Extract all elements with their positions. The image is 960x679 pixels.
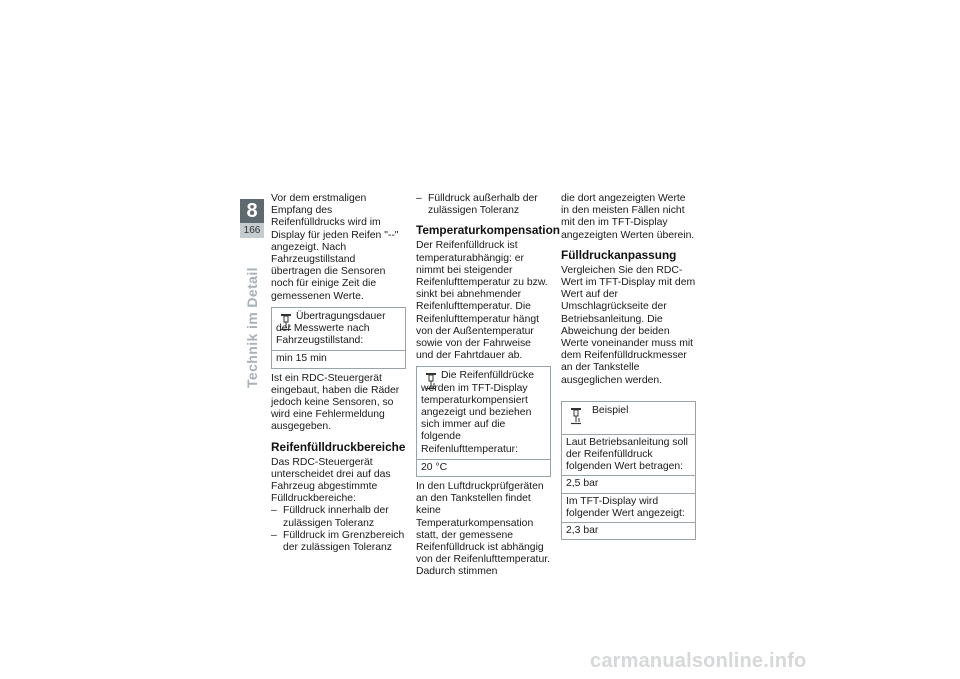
paragraph: Ist ein RDC-Steuergerät eingebaut, haben die Räder jedoch keine Sensoren, so wird eine Fehlermeldung ausgegeben. xyxy=(271,372,400,433)
section-heading-temperature-compensation: Temperaturkompensation xyxy=(416,223,560,238)
chapter-side-title: Technik im Detail xyxy=(244,267,260,388)
column-3 xyxy=(561,193,696,544)
info-box-header xyxy=(562,402,695,434)
list-item: – Fülldruck außerhalb der zulässigen Toleranz xyxy=(416,193,551,217)
column-1 xyxy=(271,193,406,554)
paragraph: Der Reifenfülldruck ist temperaturabhängig: er nimmt bei steigender Reifenlufttemperatur zu bzw. sinkt bei abnehmender Reifenlufttemperatur. Die Reifenlufttemperatur hängt von der Außentemperatur sowie von der Fahrweise und der Fahrtdauer ab. xyxy=(416,240,548,362)
section-heading-pressure-adjustment: Fülldruckanpassung xyxy=(561,247,677,262)
info-box-row: 2,5 bar xyxy=(562,475,695,492)
column-2 xyxy=(416,193,560,579)
info-box-header xyxy=(272,308,405,351)
info-box-example xyxy=(561,401,696,540)
chapter-number: 8 xyxy=(240,199,264,223)
list-item: – Fülldruck im Grenzbereich der zulässigen Toleranz xyxy=(271,530,406,554)
info-box-temperature xyxy=(416,366,551,477)
intro-paragraph: Vor dem erstmaligen Empfang des Reifenfülldrucks wird im Display für jeden Reifen "--" angezeigt. Nach Fahrzeugstillstand übertragen die Sensoren noch für einige Zeit die gemessenen Werte. xyxy=(271,193,399,302)
info-box-value: min 15 min xyxy=(272,350,405,367)
info-box-transmission xyxy=(271,307,406,369)
info-box-row: Im TFT-Display wird folgender Wert angezeigt: xyxy=(562,493,695,522)
info-box-title: Beispiel xyxy=(592,404,629,416)
paragraph: die dort angezeigten Werte in den meisten Fällen nicht mit den im TFT-Display angezeigten Werten überein. xyxy=(561,193,695,241)
paragraph: Das RDC-Steuergerät unterscheidet drei auf das Fahrzeug abgestimmte Fülldruckbereiche: xyxy=(271,456,391,505)
info-box-row: Laut Betriebsanleitung soll der Reifenfülldruck folgenden Wert betragen: xyxy=(562,434,695,476)
section-heading-pressure-ranges: Reifenfülldruckbereiche xyxy=(271,439,406,454)
paragraph: In den Luftdruckprüfgeräten an den Tankstellen findet keine Temperaturkompensation statt, der gemessene Reifenfülldruck ist abhängig von der Reifenlufttemperatur. Dadurch stimmen xyxy=(416,481,550,578)
info-box-header xyxy=(417,367,550,458)
info-box-row: 2,3 bar xyxy=(562,522,695,539)
tire-pressure-icon xyxy=(570,407,582,425)
paragraph: Vergleichen Sie den RDC-Wert im TFT-Display mit dem Wert auf der Umschlagrückseite der Betriebsanleitung. Die Abweichung der beiden Werte voneinander muss mit dem Reifenfülldruckmesser an der Tankstelle ausgeglichen werden. xyxy=(561,264,696,386)
page-number: 166 xyxy=(240,223,264,238)
footer-watermark-link[interactable]: carmanualsonline.info xyxy=(590,650,807,672)
info-box-title: Übertragungsdauer der Messwerte nach Fahrzeugstillstand: xyxy=(276,310,386,347)
list-item: – Fülldruck innerhalb der zulässigen Toleranz xyxy=(271,505,406,529)
tire-pressure-icon xyxy=(280,313,292,331)
tire-pressure-icon xyxy=(425,372,437,390)
info-box-title: Die Reifenfülldrücke werden im TFT-Display temperaturkompensiert angezeigt und beziehen sich immer auf die folgende Reifenlufttemperatur: xyxy=(421,370,534,455)
info-box-value: 20 °C xyxy=(417,459,550,476)
